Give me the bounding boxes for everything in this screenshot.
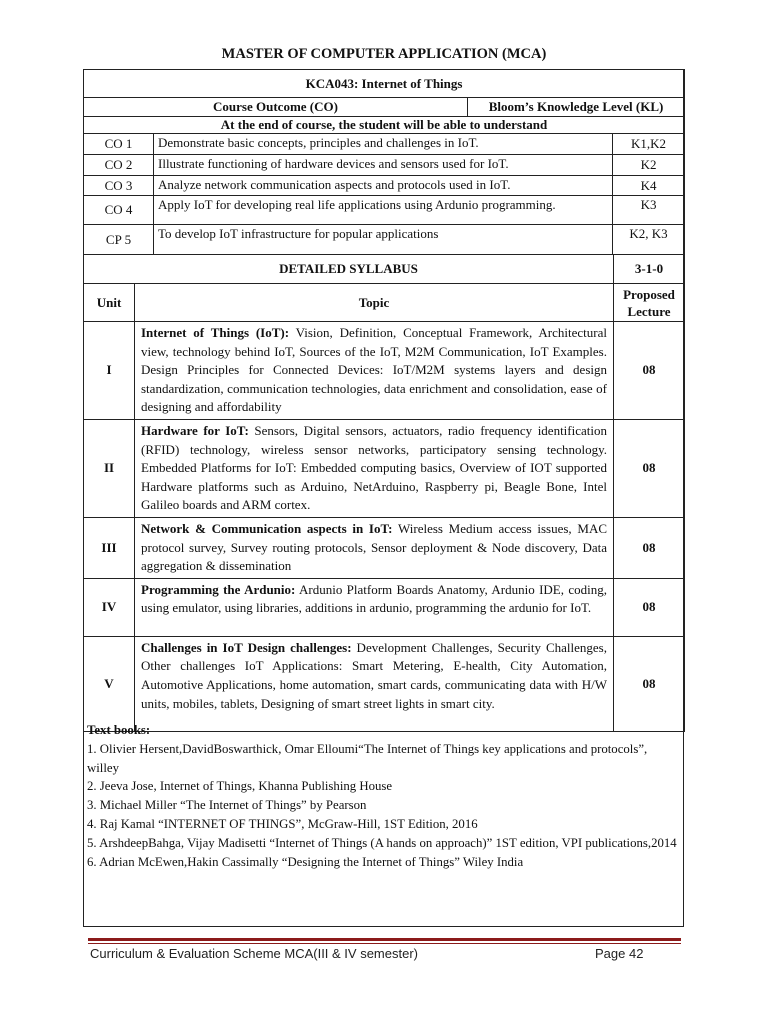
topic-header: Topic [135, 284, 614, 322]
co-kl: K4 [613, 176, 685, 196]
textbook-item: 2. Jeeva Jose, Internet of Things, Khanna Publishing House [87, 779, 393, 794]
course-title: KCA043: Internet of Things [84, 70, 685, 98]
unit-heading: Programming the Ardunio: [141, 581, 296, 597]
co-code: CO 4 [84, 196, 154, 225]
unit-row [84, 636, 685, 731]
course-outcome-table [83, 69, 685, 255]
unit-header: Unit [84, 284, 135, 322]
co-code: CP 5 [84, 225, 154, 255]
unit-body: Wireless Medium access issues, MAC protocol survey, Survey routing protocols, Sensor deployment & Node discovery, Data aggregation & dissemination [141, 520, 608, 574]
unit-heading: Hardware for IoT: [141, 422, 249, 438]
ltp-value: 3-1-0 [614, 255, 685, 284]
textbook-item: 1. Olivier Hersent,DavidBoswarthick, Omar Elloumi“The Internet of Things key applications and protocols”, willey [87, 741, 648, 775]
syllabus-table [83, 254, 685, 732]
kl-header: Bloom’s Knowledge Level (KL) [468, 98, 685, 117]
unit-lectures: 08 [614, 419, 685, 517]
page-heading: MASTER OF COMPUTER APPLICATION (MCA) [221, 46, 547, 62]
unit-number: II [84, 419, 135, 517]
lecture-header: Proposed Lecture [614, 284, 685, 322]
co-row [84, 155, 685, 176]
co-row [84, 225, 685, 255]
unit-topic [135, 636, 614, 731]
unit-topic [135, 322, 614, 420]
unit-lectures: 08 [614, 517, 685, 578]
co-code: CO 1 [84, 134, 154, 155]
unit-body: Ardunio Platform Boards Anatomy, Ardunio IDE, coding, using emulator, using libraries, additions in ardunio, programming the ardunio for IoT. [141, 581, 607, 616]
textbooks-title: Text books: [87, 723, 151, 737]
unit-row [84, 578, 685, 636]
textbooks-section [87, 721, 679, 871]
co-row [84, 134, 685, 155]
co-code: CO 2 [84, 155, 154, 176]
co-row [84, 176, 685, 196]
footer-scheme-text: Curriculum & Evaluation Scheme MCA(III & IV semester) [90, 946, 418, 961]
unit-number: V [84, 636, 135, 731]
co-kl: K2, K3 [613, 225, 685, 255]
unit-row [84, 419, 685, 517]
unit-topic [135, 517, 614, 578]
co-header: Course Outcome (CO) [84, 98, 468, 117]
co-kl: K2 [613, 155, 685, 176]
unit-body: Vision, Definition, Conceptual Framework, Architectural view, technology behind IoT, Sources of the IoT, M2M Communication, IoT Examples. Design Principles for Connected Devices: IoT/M2M systems layers and design standardization, communication technologies, data enrichment and consolidation, ease of designing and affordability [141, 325, 607, 415]
co-text: Apply IoT for developing real life applications using Ardunio programming. [154, 196, 613, 225]
unit-heading: Network & Communication aspects in IoT: [141, 520, 393, 536]
co-text: Illustrate functioning of hardware devices and sensors used for IoT. [154, 155, 613, 176]
unit-row [84, 517, 685, 578]
page-number: Page 42 [595, 946, 644, 961]
co-text: Demonstrate basic concepts, principles and challenges in IoT. [154, 134, 613, 155]
unit-heading: Internet of Things (IoT): [141, 325, 290, 340]
syllabus-title: DETAILED SYLLABUS [84, 255, 614, 284]
unit-number: I [84, 322, 135, 420]
co-intro: At the end of course, the student will be able to understand [84, 117, 685, 134]
unit-body: Development Challenges, Security Challenges, Other challenges IoT Applications: Smart Metering, E-health, City Automation, Automotive Applications, home automation, smart cards, communicating data with H/W units, mobiles, tablets, Designing of smart street lights in smart city. [141, 639, 607, 711]
textbook-item: 6. Adrian McEwen,Hakin Cassimally “Designing the Internet of Things” Wiley India [87, 854, 524, 869]
textbook-item: 4. Raj Kamal “INTERNET OF THINGS”, McGraw-Hill, 1ST Edition, 2016 [87, 816, 478, 831]
co-row [84, 196, 685, 225]
unit-lectures: 08 [614, 636, 685, 731]
unit-topic [135, 419, 614, 517]
unit-number: III [84, 517, 135, 578]
unit-row [84, 322, 685, 420]
co-kl: K3 [613, 196, 685, 225]
unit-lectures: 08 [614, 322, 685, 420]
unit-lectures: 08 [614, 578, 685, 636]
unit-body: Sensors, Digital sensors, actuators, radio frequency identification (RFID) technology, wireless sensor networks, participatory sensing technology. Embedded Platforms for IoT: Embedded computing basics, Overview of IOT supported Hardware platforms such as Arduino, NetArduino, Raspberry pi, Beagle Bone, Intel Galileo boards and ARM cortex. [141, 422, 608, 513]
unit-number: IV [84, 578, 135, 636]
co-kl: K1,K2 [613, 134, 685, 155]
co-code: CO 3 [84, 176, 154, 196]
footer-rule [88, 943, 681, 944]
co-text: To develop IoT infrastructure for popular applications [154, 225, 613, 255]
footer-rule [88, 938, 681, 941]
textbook-item: 3. Michael Miller “The Internet of Things” by Pearson [87, 798, 367, 813]
unit-topic [135, 578, 614, 636]
textbook-item: 5. ArshdeepBahga, Vijay Madisetti “Internet of Things (A hands on approach)” 1ST edition, VPI publications,2014 [87, 835, 677, 850]
unit-heading: Challenges in IoT Design challenges: [141, 639, 352, 655]
co-text: Analyze network communication aspects and protocols used in IoT. [154, 176, 613, 196]
